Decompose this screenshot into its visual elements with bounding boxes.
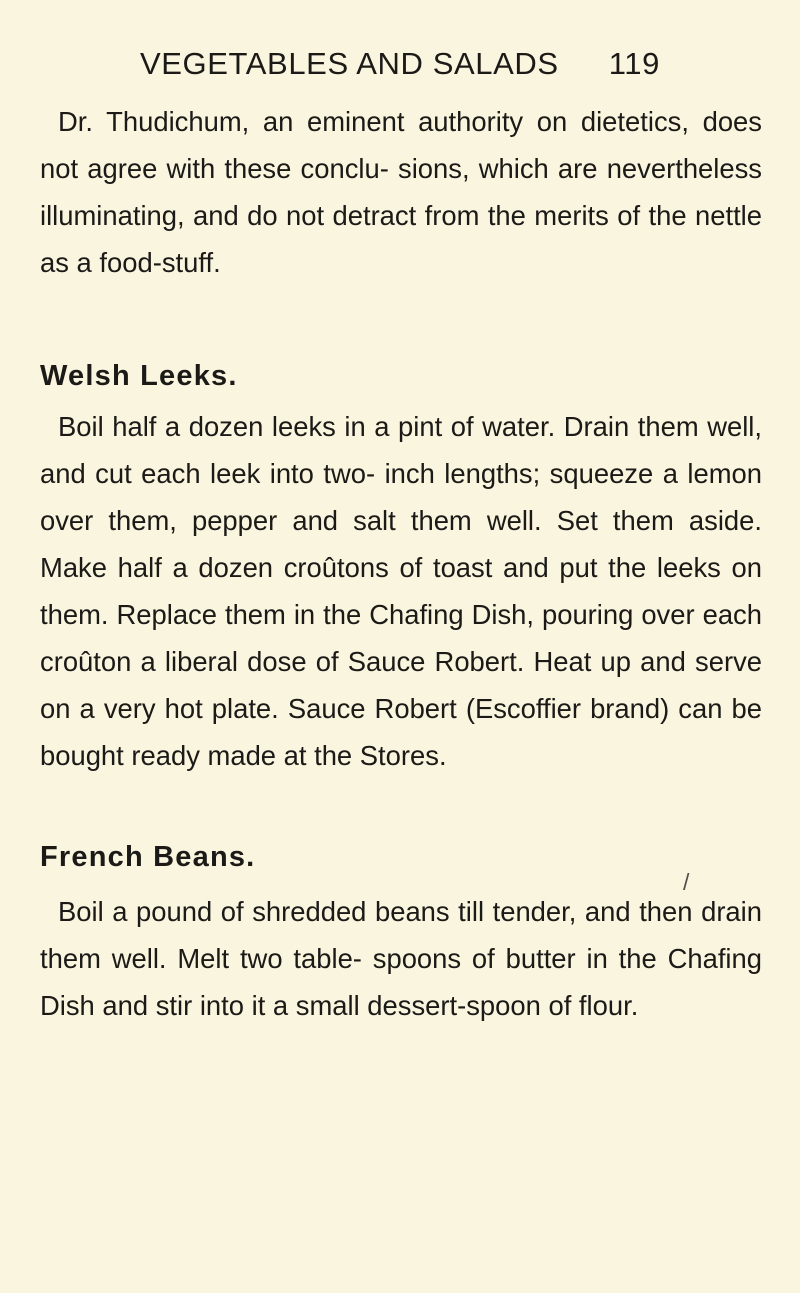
nettle-conclusion-paragraph: Dr. Thudichum, an eminent authority on dietetics, does not agree with these conclu- sions, which are nevertheless illuminating, and do not detract from the merits of the nettle as a food-stuff. xyxy=(40,106,762,278)
margin-mark: / xyxy=(683,869,690,895)
welsh-leeks-paragraph: Boil half a dozen leeks in a pint of water. Drain them well, and cut each leek into two- inch lengths; squeeze a lemon over them, pepper and salt them well. Set them aside. Make half a dozen croûtons of toast and put the leeks on them. Replace them in the Chafing Dish, pouring over each croûton a liberal dose of Sauce Robert. Heat up and serve on a very hot plate. Sauce Robert (Escoffier brand) can be bought ready made at the Stores. xyxy=(40,411,762,771)
page-number: 119 xyxy=(608,46,660,81)
nettle-conclusion-section xyxy=(40,98,762,286)
running-head xyxy=(140,44,660,84)
welsh-leeks-section xyxy=(40,403,762,779)
french-beans-section xyxy=(40,888,762,1029)
french-beans-paragraph: Boil a pound of shredded beans till tender, and then drain them well. Melt two table- spoons of butter in the Chafing Dish and stir into it a small dessert-spoon of flour. xyxy=(40,896,762,1021)
welsh-leeks-heading: Welsh Leeks. xyxy=(40,360,238,392)
french-beans-heading: French Beans. xyxy=(40,841,256,873)
running-head-title: VEGETABLES AND SALADS xyxy=(140,46,559,81)
